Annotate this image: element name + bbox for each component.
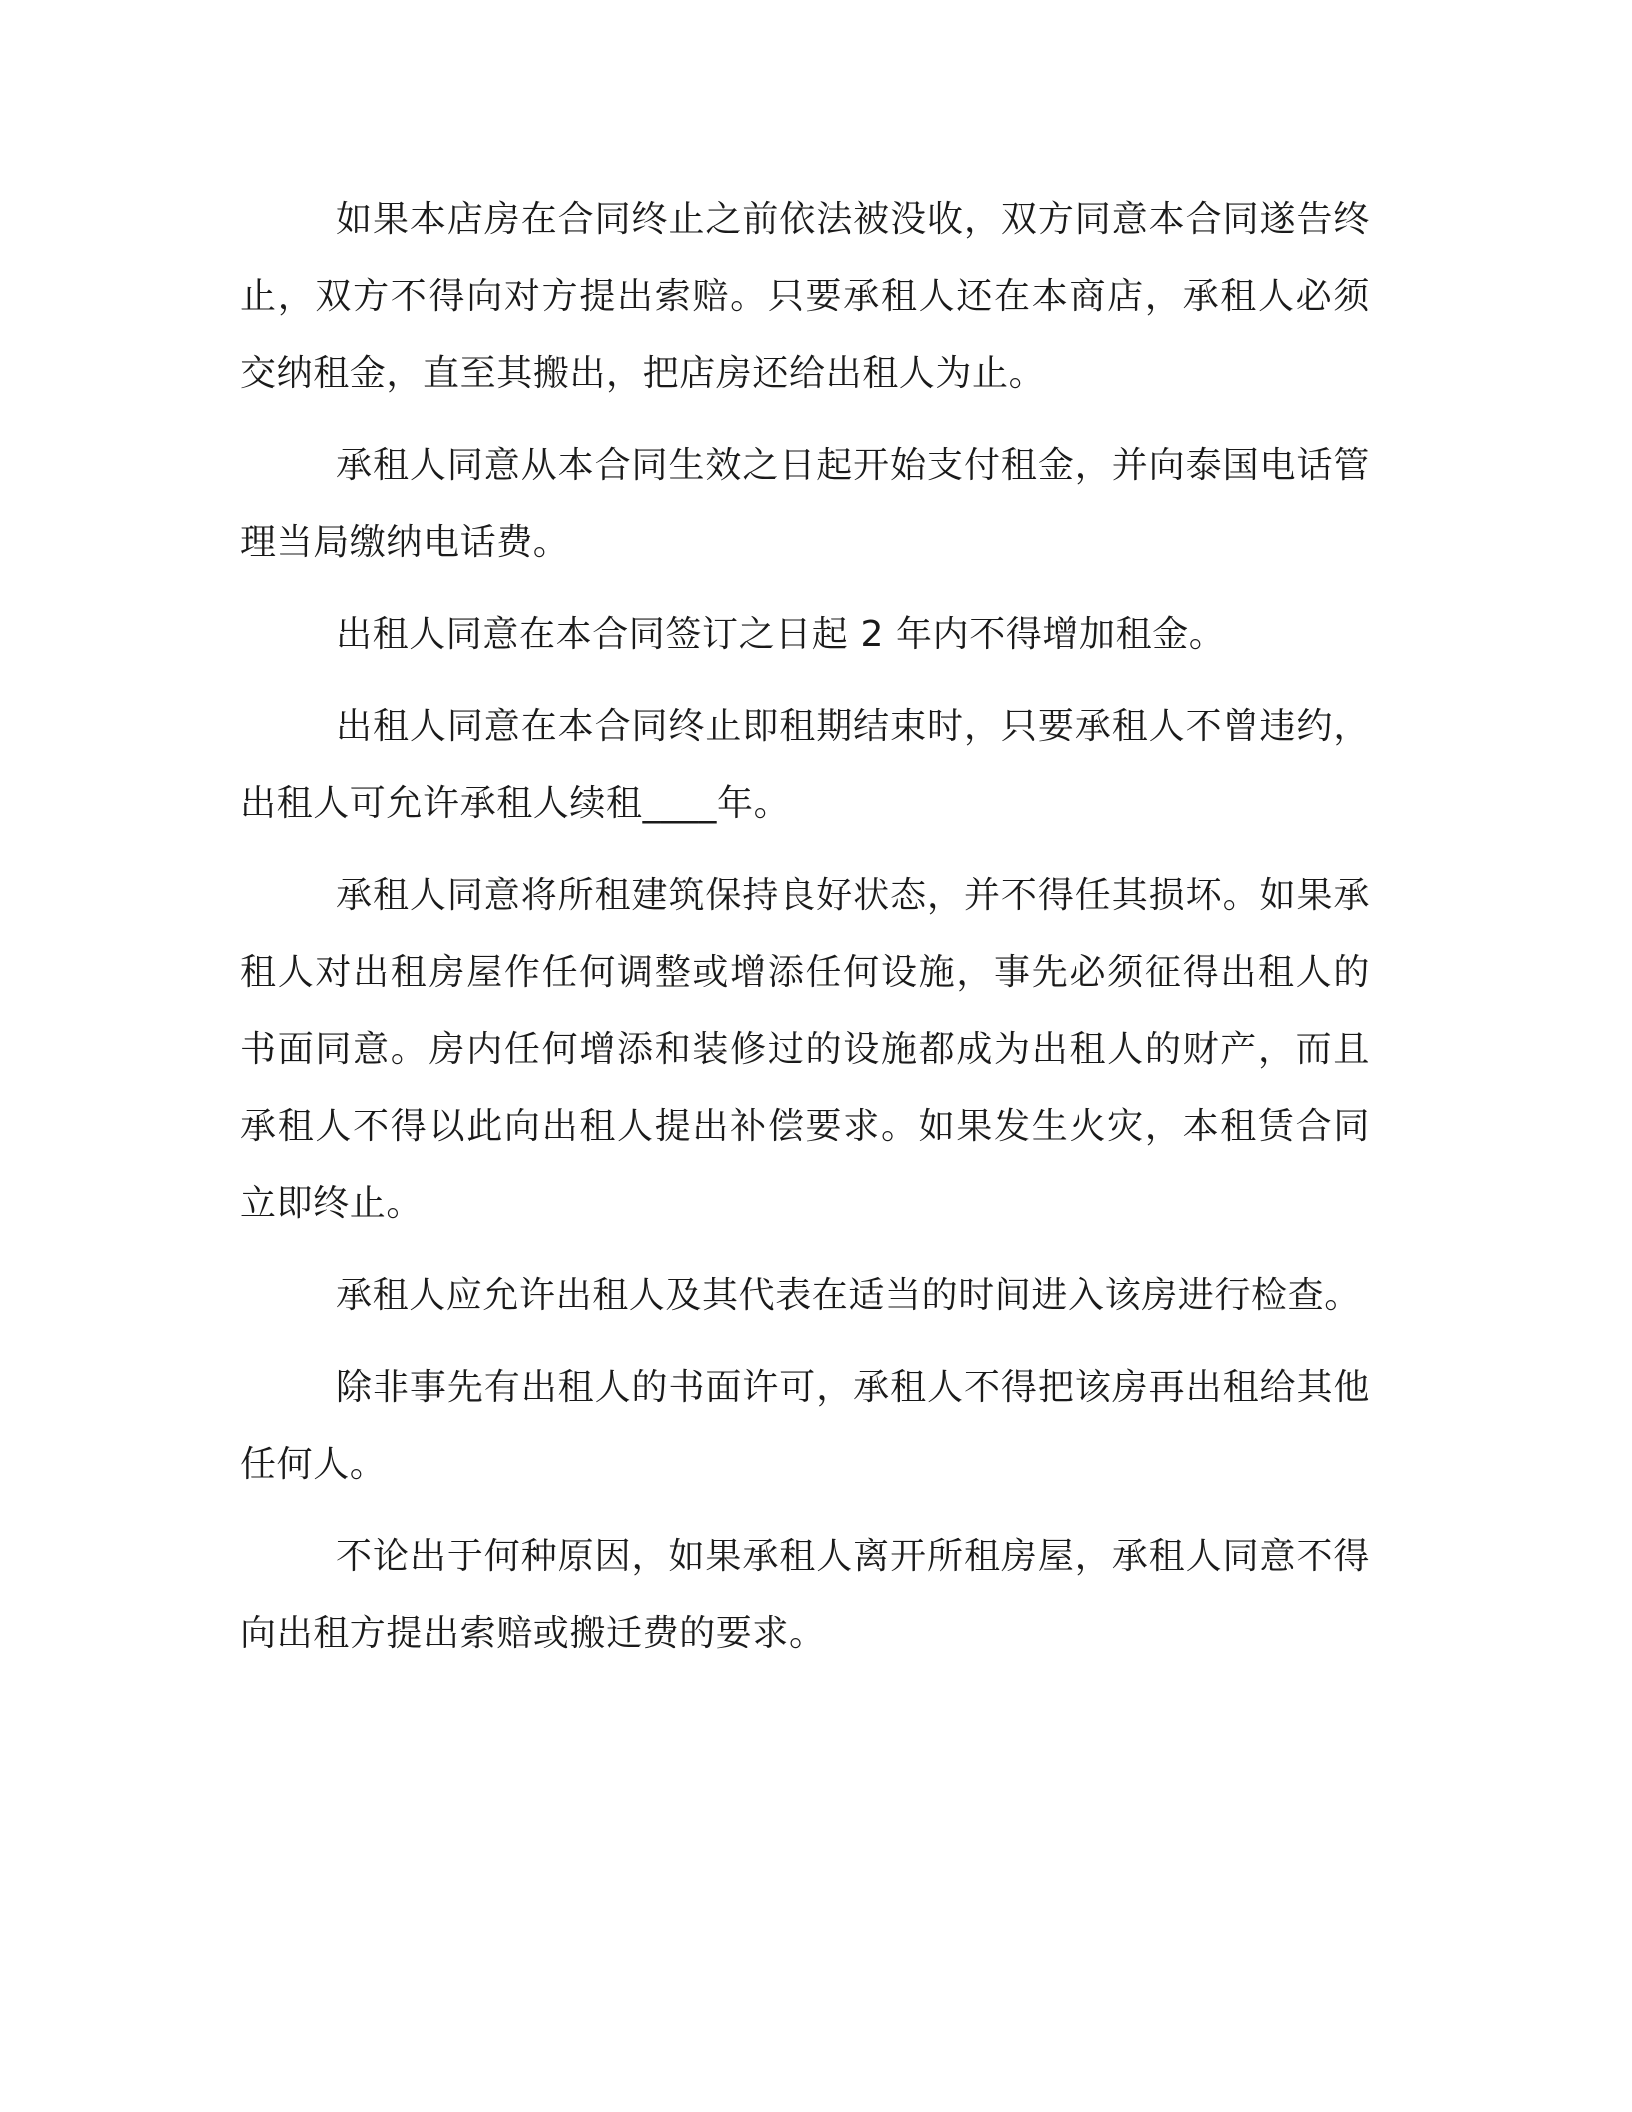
paragraph-maintenance: 承租人同意将所租建筑保持良好状态，并不得任其损坏。如果承租人对出租房屋作任何调整或增添任何设施，事先必须征得出租人的书面同意。房内任何增添和装修过的设施都成为出租人的财产，而且承租人不得以此向出租人提出补偿要求。如果发生火灾，本租赁合同立即终止。 <box>240 875 1370 1224</box>
paragraph-sublet: 除非事先有出租人的书面许可，承租人不得把该房再出租给其他任何人。 <box>240 1367 1370 1485</box>
document-body <box>240 181 1370 1687</box>
paragraph-no-claims: 不论出于何种原因，如果承租人离开所租房屋，承租人同意不得向出租方提出索赔或搬迁费的要求。 <box>240 1536 1370 1654</box>
paragraph-rent-start: 承租人同意从本合同生效之日起开始支付租金，并向泰国电话管理当局缴纳电话费。 <box>240 445 1370 563</box>
paragraph-confiscation: 如果本店房在合同终止之前依法被没收，双方同意本合同遂告终止，双方不得向对方提出索赔。只要承租人还在本商店，承租人必须交纳租金，直至其搬出，把店房还给出租人为止。 <box>240 199 1370 394</box>
paragraph-inspection: 承租人应允许出租人及其代表在适当的时间进入该房进行检查。 <box>336 1275 1361 1316</box>
paragraph-renewal: 出租人同意在本合同终止即租期结束时，只要承租人不曾违约，出租人可允许承租人续租____年。 <box>240 706 1370 824</box>
paragraph-no-rent-increase: 出租人同意在本合同签订之日起 2 年内不得增加租金。 <box>336 614 1226 655</box>
